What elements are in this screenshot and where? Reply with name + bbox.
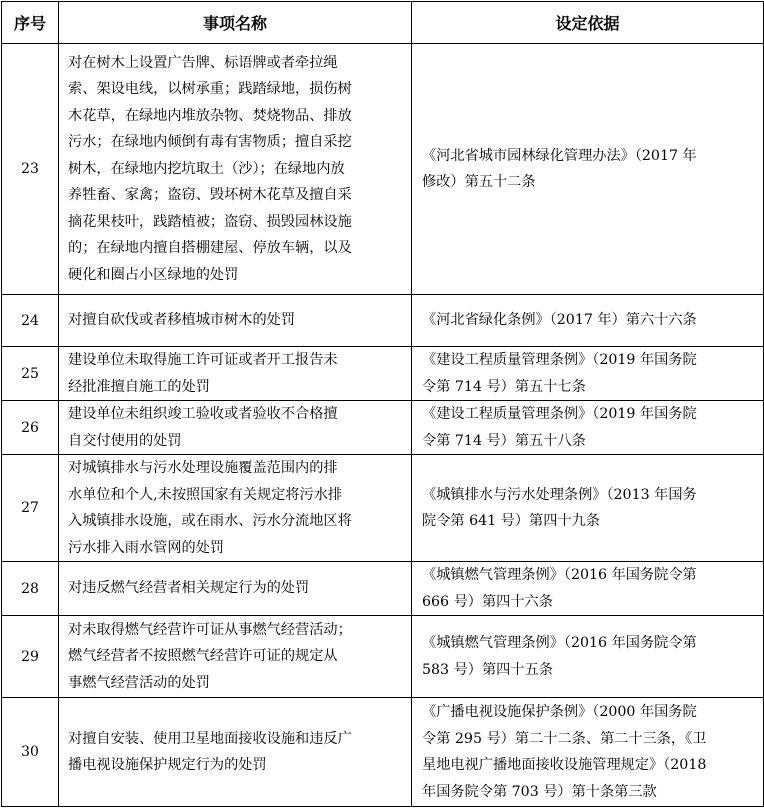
item-line: 木花草，在绿地内堆放杂物、焚烧物品、排放 [68, 107, 352, 124]
header-serial-number: 序号 [2, 2, 59, 44]
legal-basis-cell [412, 401, 764, 455]
item-line: 对违反燃气经营者相关规定行为的处罚 [68, 580, 310, 597]
row-number: 24 [2, 295, 59, 347]
row-number: 30 [2, 698, 59, 807]
item-line: 经批准擅自施工的处罚 [68, 378, 210, 395]
basis-line: 《河北省城市园林绿化管理办法》（2017 年 [422, 147, 697, 164]
regulation-table [1, 1, 764, 807]
table-row [2, 347, 764, 401]
item-name-cell [59, 698, 412, 807]
basis-line: 583 号）第四十五条 [422, 661, 553, 678]
table-row [2, 455, 764, 562]
basis-line: 令第 714 号）第五十八条 [422, 432, 586, 449]
basis-line: 星地电视广播地面接收设施管理规定》（2018 [422, 757, 707, 773]
item-line: 索、架设电线，以树承重；践踏绿地，损伤树 [68, 81, 352, 98]
item-line: 燃气经营者不按照燃气经营许可证的规定从 [68, 648, 338, 665]
table-row [2, 616, 764, 698]
row-number: 25 [2, 347, 59, 401]
item-line: 摘花果枝叶，践踏植被；盗窃、损毁园林设施 [68, 213, 352, 230]
item-line: 的；在绿地内擅自搭棚建屋、停放车辆，以及 [68, 240, 352, 257]
basis-line: 《建设工程质量管理条例》（2019 年国务院 [422, 406, 697, 422]
item-line: 养牲畜、家禽；盗窃、毁坏树木花草及擅自采 [68, 187, 352, 204]
item-line: 污水排入雨水管网的处罚 [68, 539, 225, 556]
basis-line: 院令第 641 号）第四十九条 [422, 513, 600, 529]
item-line: 自交付使用的处罚 [68, 432, 182, 449]
legal-basis-cell [412, 295, 764, 347]
item-line: 硬化和圈占小区绿地的处罚 [68, 266, 239, 283]
item-line: 对在树木上设置广告牌、标语牌或者牵拉绳 [68, 54, 338, 71]
table-row [2, 562, 764, 616]
item-line: 建设单位未取得施工许可证或者开工报告未 [68, 352, 338, 368]
header-legal-basis: 设定依据 [412, 2, 764, 44]
item-line: 对城镇排水与污水处理设施覆盖范围内的排 [68, 460, 338, 476]
item-line: 建设单位未组织竣工验收或者验收不合格擅 [68, 406, 338, 422]
item-name-cell [59, 347, 412, 401]
legal-basis-cell [412, 347, 764, 401]
row-number: 26 [2, 401, 59, 455]
table-row [2, 401, 764, 455]
basis-line: 令第 714 号）第五十七条 [422, 378, 586, 395]
basis-line: 修改）第五十二条 [422, 174, 536, 190]
item-line: 入城镇排水设施，或在雨水、污水分流地区将 [68, 513, 352, 529]
item-name-cell [59, 295, 412, 347]
item-line: 对未取得燃气经营许可证从事燃气经营活动； [68, 621, 352, 638]
row-number: 23 [2, 44, 59, 295]
item-name-cell [59, 401, 412, 455]
basis-line: 令第 295 号）第二十二条、第二十三条，《卫 [422, 730, 707, 747]
legal-basis-cell [412, 562, 764, 616]
basis-line: 《城镇燃气管理条例》（2016 年国务院令第 [422, 635, 697, 651]
item-line: 播电视设施保护规定行为的处罚 [68, 757, 267, 773]
basis-line: 《河北省绿化条例》（2017 年）第六十六条 [422, 312, 697, 329]
table-row [2, 295, 764, 347]
basis-line: 《建设工程质量管理条例》（2019 年国务院 [422, 352, 697, 368]
table-row [2, 44, 764, 295]
legal-basis-cell [412, 616, 764, 698]
item-name-cell [59, 562, 412, 616]
table-header-row [2, 2, 764, 44]
item-line: 对擅自安装、使用卫星地面接收设施和违反广 [68, 730, 352, 747]
row-number: 28 [2, 562, 59, 616]
basis-line: 666 号）第四十六条 [422, 593, 553, 610]
item-line: 污水；在绿地内倾倒有毒有害物质；擅自采挖 [68, 134, 352, 151]
item-name-cell [59, 455, 412, 562]
item-line: 对擅自砍伐或者移植城市树木的处罚 [68, 312, 296, 329]
item-line: 事燃气经营活动的处罚 [68, 674, 210, 691]
item-line: 树木，在绿地内挖坑取土（沙）；在绿地内放 [68, 160, 345, 177]
legal-basis-cell [412, 44, 764, 295]
legal-basis-cell [412, 698, 764, 807]
row-number: 27 [2, 455, 59, 562]
table-row [2, 698, 764, 807]
basis-line: 《广播电视设施保护条例》（2000 年国务院 [422, 704, 697, 720]
basis-line: 年国务院令第 703 号）第十条第三款 [422, 783, 657, 800]
item-name-cell [59, 616, 412, 698]
row-number: 29 [2, 616, 59, 698]
item-name-cell [59, 44, 412, 295]
basis-line: 《城镇燃气管理条例》（2016 年国务院令第 [422, 567, 697, 583]
item-line: 水单位和个人,未按照国家有关规定将污水排 [68, 486, 343, 503]
legal-basis-cell [412, 455, 764, 562]
basis-line: 《城镇排水与污水处理条例》（2013 年国务 [422, 486, 697, 503]
header-item-name: 事项名称 [59, 2, 412, 44]
